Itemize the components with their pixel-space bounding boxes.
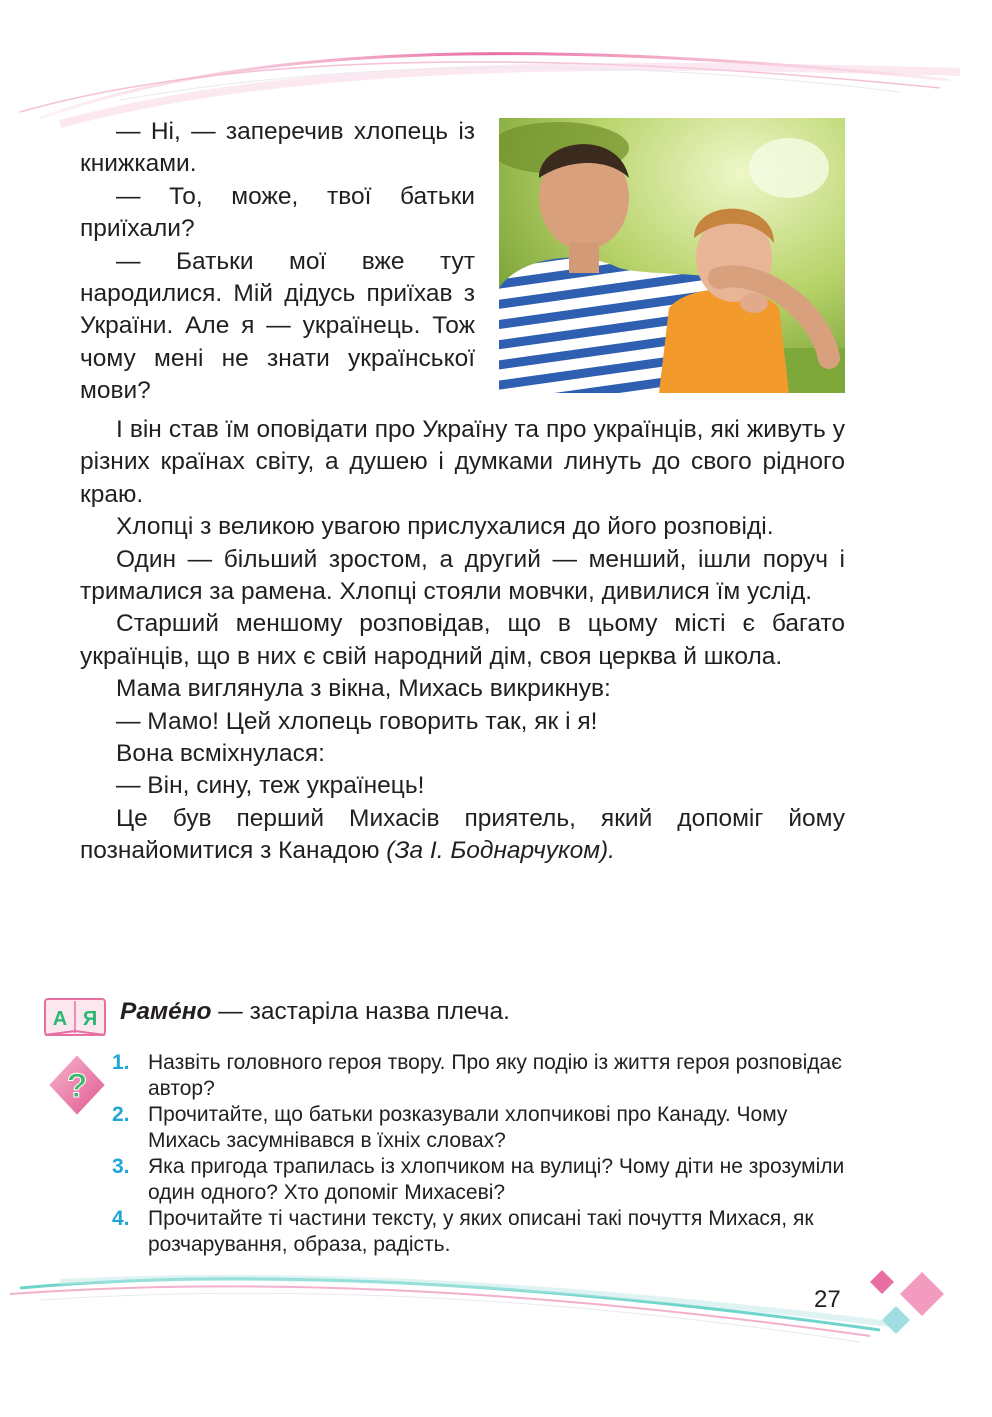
story-paragraph: — Він, сину, теж українець! <box>116 772 425 800</box>
question-text: Прочитайте ті частини тексту, у яких описані такі почуття Михася, як розчарування, образа, радість. <box>148 1207 814 1256</box>
question-item <box>112 1102 848 1154</box>
story-paragraph: Мама виглянула з вікна, Михась викрикнув: <box>116 675 611 703</box>
question-number: 1. <box>112 1051 130 1074</box>
story-paragraph: — То, може, твої батьки приїхали? <box>80 182 475 243</box>
final-sentence: Це був перший Михасів приятель, який допоміг йому познайомитися з Канадою <box>80 804 845 865</box>
glossary-icon-letter-ya: Я <box>82 1008 98 1030</box>
glossary-icon-letter-a: А <box>52 1008 68 1030</box>
story-paragraph: — Батьки мої вже тут народилися. Мій дідусь приїхав з України. Але я — українець. Тож чому мені не знати української мови? <box>80 247 475 405</box>
story-source: (За І. Боднарчуком). <box>386 837 615 865</box>
glossary-note <box>44 996 844 1040</box>
question-text: Яка пригода трапилась із хлопчиком на вулиці? Чому діти не зрозуміли один одного? Хто допоміг Михасеві? <box>148 1155 845 1204</box>
story-paragraph: — Мамо! Цей хлопець говорить так, як і я! <box>116 707 598 735</box>
story-final-paragraph <box>80 803 845 868</box>
story-text-wide <box>80 414 845 868</box>
story-paragraph: Хлопці з великою увагою прислухалися до його розповіді. <box>116 513 774 541</box>
question-number: 4. <box>112 1207 130 1230</box>
question-text: Назвіть головного героя твору. Про яку подію із життя героя розповідає автор? <box>148 1051 842 1100</box>
page-number: 27 <box>814 1286 841 1313</box>
story-photo <box>499 118 845 393</box>
two-boys-photo <box>499 118 845 393</box>
question-text: Прочитайте, що батьки розказували хлопчикові про Канаду. Чому Михась засумнівався в їхніх словах? <box>148 1103 788 1152</box>
glossary-text <box>120 996 510 1028</box>
glossary-term: Раме́но <box>120 998 212 1025</box>
story-paragraph: Старший меншому розповідав, що в цьому місті є багато українців, що в них є свій народний дім, своя церква й школа. <box>80 610 845 670</box>
question-item <box>112 1206 848 1258</box>
questions-list <box>112 1050 848 1258</box>
story-text-narrow <box>80 116 475 408</box>
svg-text:?: ? <box>66 1067 88 1105</box>
ay-book-icon <box>44 998 106 1038</box>
glossary-definition: — застаріла назва плеча. <box>211 998 510 1025</box>
question-number: 3. <box>112 1155 130 1178</box>
question-item <box>112 1050 848 1102</box>
diamond-decoration-icon <box>864 1266 954 1338</box>
story-paragraph: Вона всміхнулася: <box>116 740 325 768</box>
question-item <box>112 1154 848 1206</box>
story-paragraph: І він став їм оповідати про Україну та про українців, які живуть у різних країнах світу, а душею і думками линуть до свого рідного краю. <box>80 416 845 508</box>
bottom-wave-decoration <box>0 1270 992 1360</box>
question-diamond-icon <box>46 1052 108 1118</box>
story-paragraph: — Ні, — заперечив хлопець із книжками. <box>80 118 475 178</box>
story-paragraph: Один — більший зростом, а другий — менший, ішли поруч і трималися за рамена. Хлопці стояли мовчки, дивилися їм услід. <box>80 545 845 606</box>
question-number: 2. <box>112 1103 130 1126</box>
